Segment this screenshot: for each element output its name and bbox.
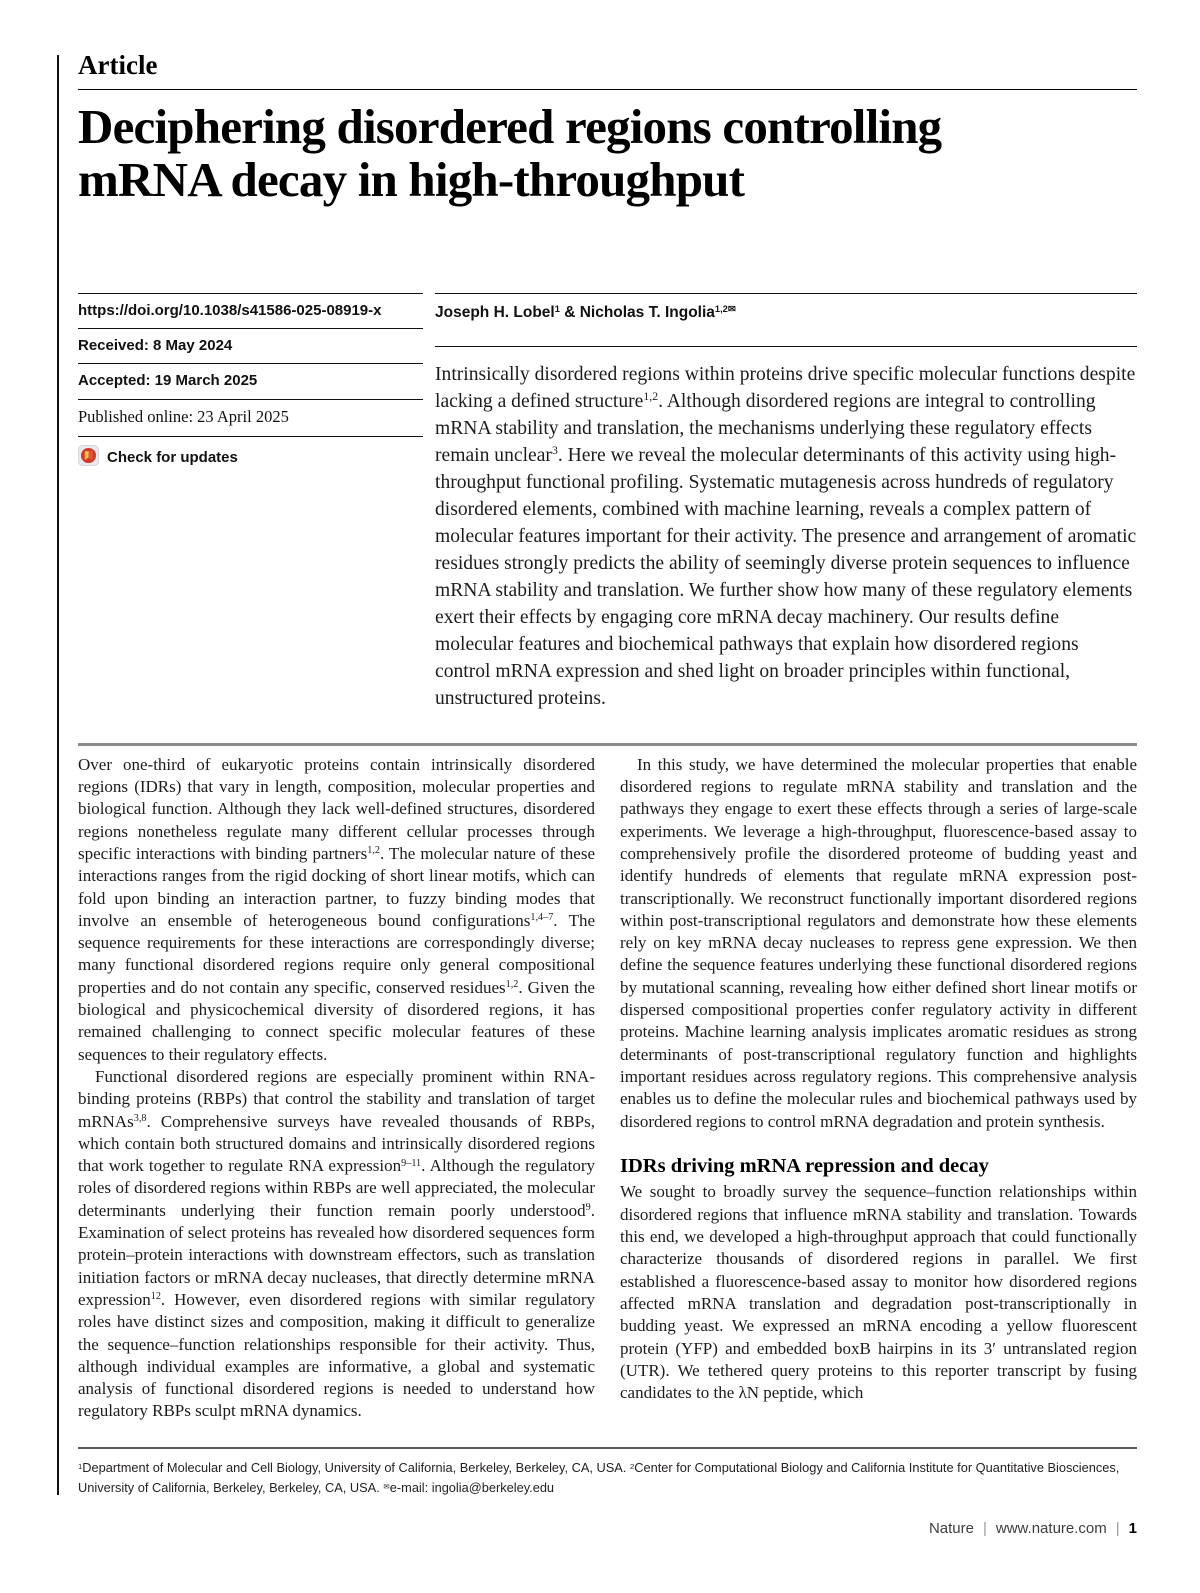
footnote-affiliations: $^1$Department of Molecular and Cell Biology, University of California, Berkeley, Berkeley, CA, USA. $^2$Center for Computational Biology and California Institute for Quantitative Biosciences, University of California, Berkeley, Berkeley, CA, USA. [78, 1459, 1120, 1495]
article-title [78, 100, 1137, 207]
authors-line: Joseph H. Lobel$^1$ & Nicholas T. Ingolia$^{1,2✉}$ [435, 293, 1137, 322]
journal-url[interactable]: www.nature.com [995, 1519, 1107, 1537]
published-date: Published online: 23 April 2025 [78, 399, 423, 436]
kicker-divider [78, 89, 1137, 90]
footer-separator: | [1115, 1519, 1120, 1537]
footnote [78, 1447, 1137, 1498]
body-paragraph: Over one-third of eukaryotic proteins contain intrinsically disordered regions (IDRs) that vary in length, composition, molecular properties and biological function. Although they lack well-defined structures, disordered regions nonetheless regulate many different cellular processes through specific interactions with binding partners$^{1,2}$. The molecular nature of these interactions ranges from the rigid docking of short linear motifs, which can fold upon binding an interaction partner, to fuzzy binding modes that involve an ensemble of heterogeneous bound configurations$^{1,4-7}$. The sequence requirements for these interactions are correspondingly diverse; many functional disordered regions require only general compositional properties and do not contain any specific, conserved residues$^{1,2}$. Given the biological and physicochemical diversity of disordered regions, it has remained challenging to connect specific molecular features of these sequences to their regulatory effects. [78, 754, 596, 1064]
left-margin-rule [57, 55, 59, 1495]
check-for-updates[interactable] [78, 436, 423, 479]
check-for-updates-label: Check for updates [107, 448, 238, 466]
body-paragraph: In this study, we have determined the molecular properties that enable disordered regions to regulate mRNA stability and translation and the pathways they engage to exert these effects through a series of large-scale experiments. We leverage a high-throughput, fluorescence-based assay to comprehensively profile the disordered proteome of budding yeast and identify hundreds of elements that regulate mRNA expression post-transcriptionally. We reconstruct functionally important disordered regions within post-transcriptional regulators and demonstrate how these elements rely on key mRNA decay nucleases to repress gene expression. We then define the sequence features underlying these functional disordered regions by mutational scanning, revealing how either defined short linear motifs or dispersed compositional properties confer regulatory activity in different proteins. Machine learning analysis implicates aromatic residues as strong determinants of post-transcriptional regulatory function and highlights important residues across regulatory regions. This comprehensive analysis enables us to define the molecular rules and biochemical pathways used by disordered regions to control mRNA degradation and protein synthesis. [620, 754, 1137, 1131]
page-number: 1 [1128, 1519, 1137, 1537]
abstract-panel [435, 293, 1137, 712]
doi-link[interactable]: https://doi.org/10.1038/s41586-025-08919-x [78, 293, 423, 328]
body-column-left [78, 754, 595, 1423]
email-link[interactable]: ✉e-mail: ingolia@berkeley.edu [383, 1479, 555, 1495]
received-date: Received: 8 May 2024 [78, 328, 423, 363]
crossmark-icon [78, 445, 99, 470]
title-line-2: mRNA decay in high-throughput [78, 152, 745, 208]
body-divider [78, 743, 1137, 746]
title-line-1: Deciphering disordered regions controlling [78, 99, 942, 154]
footer-separator: | [982, 1519, 987, 1537]
page-footer [78, 1520, 1137, 1537]
meta-section [78, 293, 1137, 712]
body-paragraph: Functional disordered regions are especially prominent within RNA-binding proteins (RBPs) that control the stability and translation of target mRNAs$^{3,8}$. Comprehensive surveys have revealed thousands of RBPs, which contain both structured domains and intrinsically disordered regions that work together to regulate RNA expression$^{9-11}$. Although the regulatory roles of disordered regions within RBPs are well appreciated, the molecular determinants underlying their function remain poorly understood$^9$. Examination of select proteins has revealed how disordered sequences form protein–protein interactions with downstream effectors, such as translation initiation factors or mRNA decay nucleases, that directly determine mRNA expression$^{12}$. However, even disordered regions with similar regulatory roles have distinct sizes and composition, making it difficult to generalize the sequence–function relationships responsible for their activity. Thus, although individual examples are informative, a global and systematic analysis of functional disordered regions is needed to understand how regulatory RBPs sculpt mRNA dynamics. [78, 1066, 595, 1421]
accepted-date: Accepted: 19 March 2025 [78, 363, 423, 398]
section-heading: IDRs driving mRNA repression and decay [620, 1154, 989, 1177]
article-kicker: Article [78, 50, 158, 80]
abstract-text: Intrinsically disordered regions within proteins drive specific molecular functions despite lacking a defined structure$^{1,2}$. Although disordered regions are integral to controlling mRNA stability and translation, the mechanisms underlying these regulatory effects remain unclear$^3$. Here we reveal the molecular determinants of this activity using high-throughput functional profiling. Systematic mutagenesis across hundreds of regulatory disordered elements, combined with machine learning, reveals a complex pattern of molecular features important for their activity. The presence and arrangement of aromatic residues strongly predicts the ability of seemingly diverse protein sequences to influence mRNA stability and translation. We further show how many of these regulatory elements exert their effects by engaging core mRNA decay machinery. Our results define molecular features and biochemical pathways that explain how disordered regions control mRNA expression and shed light on broader principles within functional, unstructured proteins. [435, 346, 1137, 712]
body-column-right [620, 754, 1137, 1423]
journal-name: Nature [928, 1519, 974, 1537]
body-columns [78, 754, 1137, 1423]
body-paragraph: We sought to broadly survey the sequence–function relationships within disordered regions that influence mRNA stability and translation. Towards this end, we developed a high-throughput approach that could functionally characterize thousands of disordered regions in parallel. We first established a fluorescence-based assay to monitor how disordered regions affected mRNA translation and degradation post-transcriptionally in budding yeast. We expressed an mRNA encoding a yellow fluorescent protein (YFP) and embedded boxB hairpins in its 3′ untranslated region (UTR). We tethered query proteins to this reporter transcript by fusing candidates to the λN peptide, which [620, 1182, 1137, 1403]
metadata-panel [78, 293, 423, 712]
